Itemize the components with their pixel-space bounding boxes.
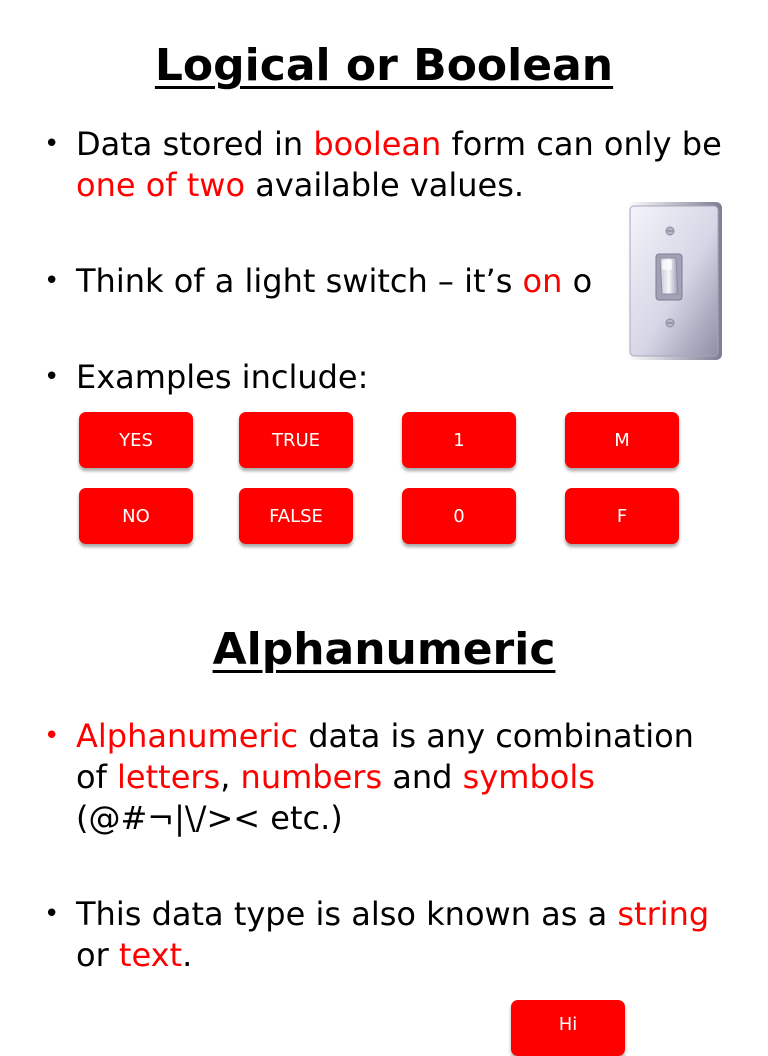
example-button-m[interactable]: M	[565, 412, 679, 468]
highlight-letters: letters	[117, 758, 221, 796]
text-run: or	[76, 936, 119, 974]
highlight-alphanumeric: Alphanumeric	[76, 717, 299, 755]
bullet-string-text	[44, 894, 734, 976]
example-button-1[interactable]: 1	[402, 412, 516, 468]
title-logical-boolean: Logical or Boolean	[154, 40, 614, 91]
text-run: o	[562, 262, 593, 300]
example-button-yes[interactable]: YES	[79, 412, 193, 468]
text-run: This data type is also known as a	[76, 895, 618, 933]
title-alphanumeric: Alphanumeric	[212, 624, 556, 675]
text-run: and	[382, 758, 463, 796]
text-run: Think of a light switch – it’s	[76, 262, 523, 300]
text-run: .	[182, 936, 193, 974]
bullet-text: Examples include:	[76, 358, 369, 396]
bullet-dot: •	[44, 899, 60, 929]
bullet-examples	[44, 357, 734, 398]
example-button-no[interactable]: NO	[79, 488, 193, 544]
light-switch-icon	[624, 200, 724, 362]
bullet-text	[76, 716, 734, 839]
highlight-symbols: symbols	[462, 758, 595, 796]
bullet-dot: •	[44, 721, 60, 751]
bullet-text	[76, 261, 644, 302]
bullet-dot: •	[44, 362, 60, 392]
example-button-true[interactable]: TRUE	[239, 412, 353, 468]
bullet-boolean-definition	[44, 124, 734, 206]
example-button-0[interactable]: 0	[402, 488, 516, 544]
example-button-f[interactable]: F	[565, 488, 679, 544]
partial-example-button[interactable]: Hi	[511, 1000, 625, 1056]
text-run: Data stored in	[76, 125, 314, 163]
bullet-alphanumeric-definition	[44, 716, 734, 839]
highlight-text: text	[118, 936, 183, 974]
example-button-false[interactable]: FALSE	[239, 488, 353, 544]
highlight-on: on	[522, 262, 563, 300]
text-run: available values.	[245, 166, 525, 204]
highlight-boolean: boolean	[313, 125, 442, 163]
text-run: data is any combination of	[76, 717, 694, 796]
highlight-string: string	[617, 895, 710, 933]
bullet-light-switch	[44, 261, 644, 302]
bullet-dot: •	[44, 266, 60, 296]
highlight-one-of-two: one of two	[76, 166, 246, 204]
text-run: ,	[220, 758, 241, 796]
bullet-text	[76, 894, 734, 976]
highlight-numbers: numbers	[240, 758, 383, 796]
bullet-dot: •	[44, 129, 60, 159]
text-run: form can only be	[441, 125, 722, 163]
bullet-text	[76, 124, 734, 206]
text-run: (@#¬|\/>< etc.)	[76, 799, 343, 837]
